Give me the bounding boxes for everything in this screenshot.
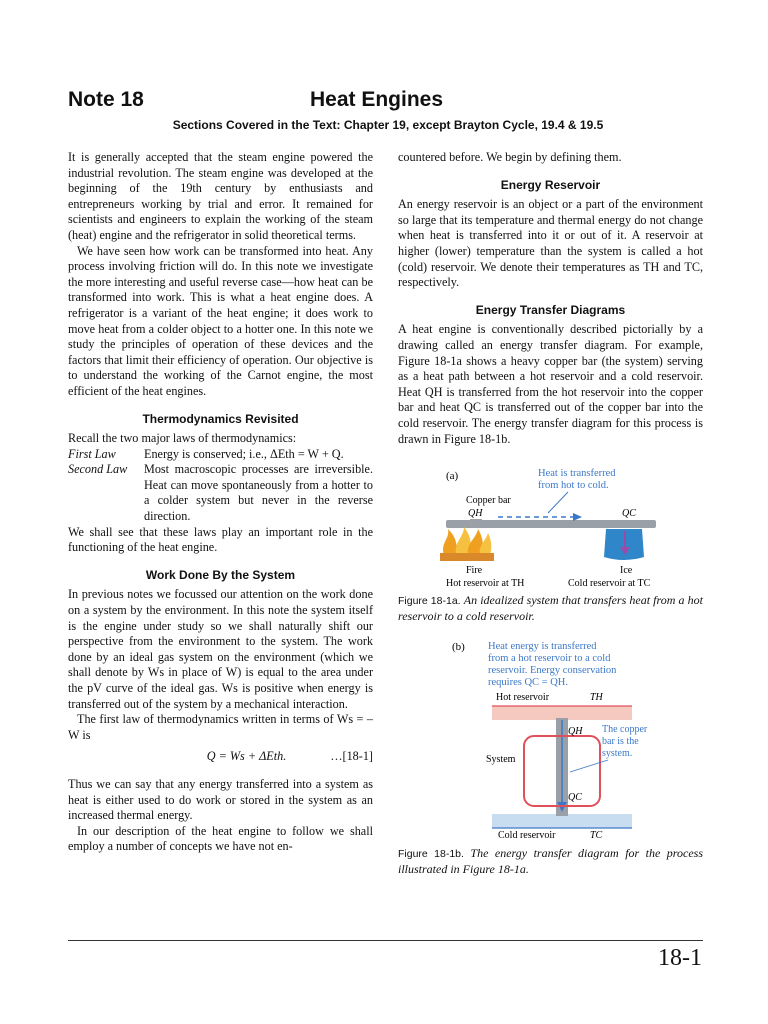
pointer-line [570,760,608,772]
law-text: Energy is conserved; i.e., ΔEth = W + Q. [144,446,344,461]
qh-label: QH [568,726,583,738]
section-heading: Energy Reservoir [500,177,601,192]
paragraph: We shall see that these laws play an important role in the functioning of the heat engine. [68,524,373,555]
fire-label: Fire [466,565,483,577]
fire-icon [440,527,494,561]
figure-caption [398,593,703,624]
paragraph: Thus we can say that any energy transferred into a system as heat is either used to do work or stored in the system as an increased thermal energy. [68,776,373,823]
paragraph: We have seen how work can be transformed into heat. Any process involving friction will do. In this note we investigate the more interesting and useful reverse case—how heat can be transformed into work. This is what a heat engine does. A refrigerator is a variant of the heat engine; it does work to move heat from a colder object to a hotter one. In this note we study the principles of operation of these devices and the factors that limit their efficiency of operation. Our objective is to understand the working of the Carnot engine, the most efficient of the heat engines. [68,243,373,398]
th-label: TH [590,692,603,704]
fig-note: from hot to cold. [538,480,609,492]
section-heading: Thermodynamics Revisited [142,411,299,426]
law-key: First Law [68,446,116,461]
section-heading: Energy Transfer Diagrams [475,302,626,317]
subtitle: Sections Covered in the Text: Chapter 19, except Brayton Cycle, 19.4 & 19.5 [172,118,604,132]
ice-label: Ice [620,565,633,577]
fig-note: requires QC = QH. [488,677,568,689]
equation-row [68,749,373,765]
tc-label: TC [590,830,603,842]
qc-label: QC [622,508,636,520]
paragraph: countered before. We begin by defining them. [398,150,622,164]
hot-reservoir-label: Hot reservoir [496,692,550,704]
paragraph: It is generally accepted that the steam engine powered the industrial revolution. The steam engine was developed at the beginning of the 19th century by enthusiasts and entrepreneurs working by trial and error. It remained for scientists and engineers to explain the working of the steam (heat) engine and the refrigerator in solid theoretical terms. [68,150,373,242]
figure-18-1b [398,634,703,844]
fig-note: reservoir. Energy conservation [488,665,617,677]
caption-text: The energy transfer diagram for the process illustrated in Figure 18-1a. [398,846,704,877]
caption-label: Figure 18-1b. [398,848,464,861]
equation: Q = Ws + ΔEth. [206,749,287,764]
law-text: Most macroscopic processes are irreversible. Heat can move spontaneously from a hotter to a colder system but never in the reverse direction. [144,462,373,524]
fig-note: Heat is transferred [538,468,616,480]
law-row [68,462,373,524]
copper-note: system. [602,748,633,760]
equation-number: …[18-1] [330,749,373,764]
caption-text: An idealized system that transfers heat from a hot reservoir to a cold reservoir. [398,593,704,624]
copper-note: The copper [602,724,648,736]
paragraph: In previous notes we focussed our attention on the work done on a system by the environment. In this note the system itself is the engine under study so we shall naturally shift our perspective from the environment to the system. The work done by an ideal gas system on the environment (which we shall denote by Ws in place of W) is equal to the area under the pV curve of the ideal gas. Ws is positive when energy is transferred out of the system by a mechanical interaction. [68,587,373,711]
page-title: Heat Engines [310,88,444,111]
paragraph: A heat engine is conventionally described pictorially by a drawing called an energy transfer diagram. For example, Figure 18-1a shows a heavy copper bar (the system) serving as a heat path between a hot reservoir and a cold reservoir. Heat QH is transferred from the hot reservoir into the copper bar and heat QC is transferred out of the copper bar into the cold reservoir. The energy transfer diagram for this process is drawn in Figure 18-1b. [398,322,703,446]
heat-arrowhead [573,513,582,521]
ice-icon [604,529,644,560]
figure-caption [398,846,703,877]
pointer-line [548,492,568,513]
hot-reservoir-band [492,706,632,720]
fig-note: Heat energy is transferred [488,641,597,653]
fig-note: from a hot reservoir to a cold [488,653,611,665]
left-column [68,150,373,855]
cold-reservoir-label: Cold reservoir [498,830,556,842]
cold-reservoir-band [492,814,632,828]
title-row [68,88,708,118]
note-number: Note 18 [68,88,144,111]
hot-reservoir-label: Hot reservoir at TH [446,578,525,590]
law-row [68,447,373,463]
copper-bar-label: Copper bar [466,495,511,507]
paragraph: In our description of the heat engine to follow we shall employ a number of concepts we have not en- [68,823,373,854]
qh-label: QH [468,508,483,520]
figure-18-1a [398,459,703,591]
qc-label: QC [568,792,582,804]
law-key: Second Law [68,462,128,477]
footer-rule [68,940,703,941]
page-number: 18-1 [658,945,702,971]
right-column [398,150,703,877]
cold-reservoir-label: Cold reservoir at TC [568,578,651,590]
panel-label: (a) [446,470,459,483]
panel-label: (b) [452,641,465,654]
system-label: System [486,754,516,766]
copper-bar [446,520,656,528]
section-heading: Work Done By the System [145,567,296,582]
paragraph: An energy reservoir is an object or a part of the environment so large that its temperature and thermal energy do not change when heat is transferred into it or out of it. A reservoir at higher (lower) temperature than the system is called a hot (cold) reservoir. We denote their temperatures as TH and TC, respectively. [398,197,703,290]
paragraph: Recall the two major laws of thermodynamics: [68,431,297,446]
copper-note: bar is the [602,736,639,748]
caption-label: Figure 18-1a. [398,595,461,608]
paragraph: The first law of thermodynamics written in terms of Ws = – W is [68,712,373,742]
